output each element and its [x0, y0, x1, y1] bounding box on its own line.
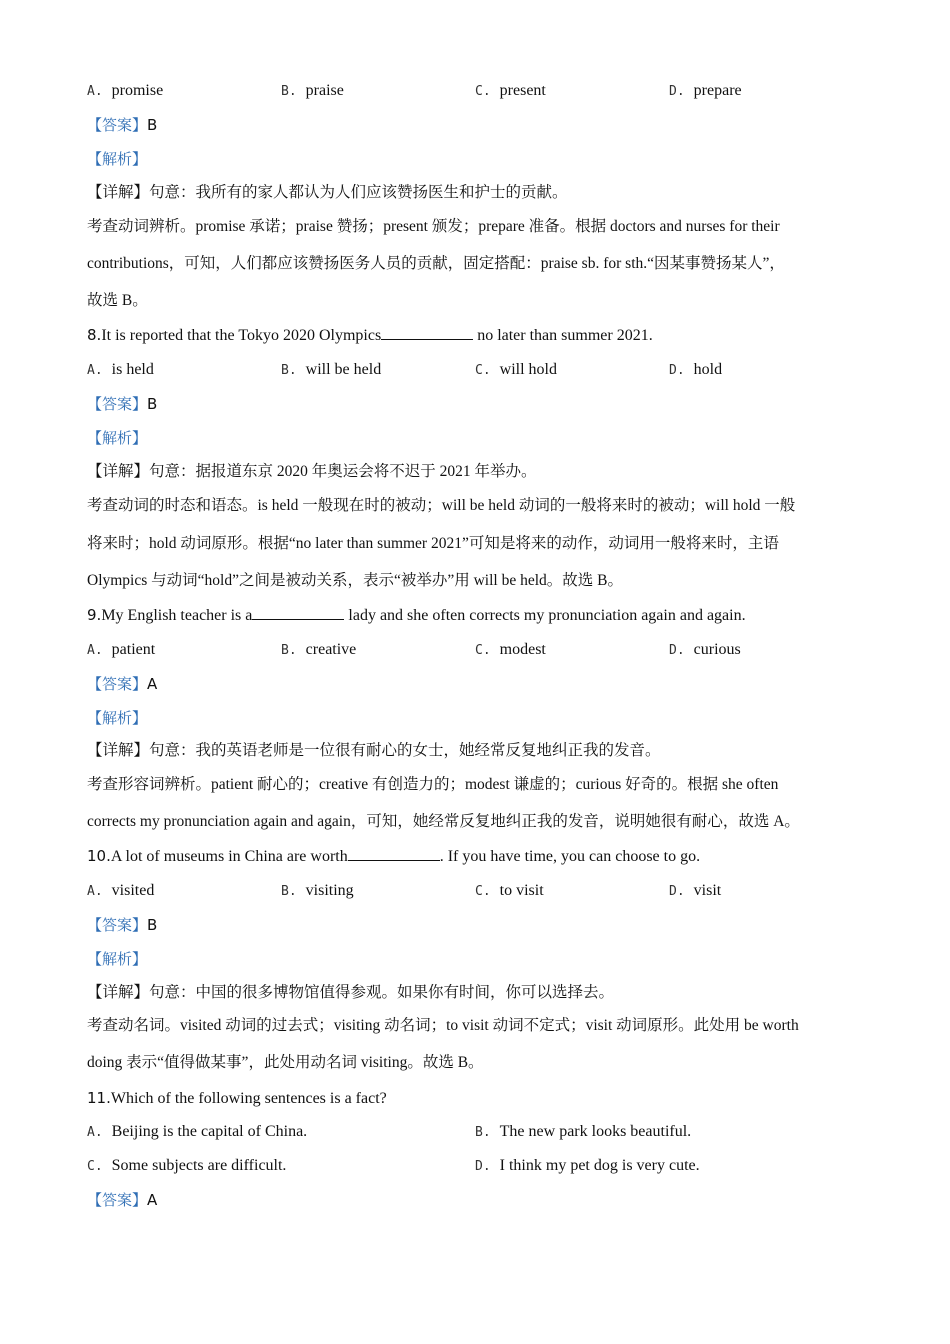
answer-tag: 【答案】	[87, 675, 148, 693]
option-text: creative	[305, 641, 357, 658]
analysis-tag: 【解析】	[87, 950, 148, 968]
answer-line	[87, 674, 157, 695]
option-d	[669, 360, 722, 381]
question-stem	[87, 605, 746, 626]
option-d	[475, 1156, 700, 1177]
detail-text: 句意：我所有的家人都认为人们应该赞扬医生和护士的贡献。	[149, 184, 568, 201]
option-key: C.	[87, 1159, 103, 1174]
stem-text: It is reported that the Tokyo 2020 Olympics	[101, 327, 382, 344]
option-b	[475, 1122, 691, 1143]
analysis-heading	[87, 149, 147, 170]
answer-line	[87, 915, 157, 936]
option-text: to visit	[499, 882, 544, 899]
analysis-line: corrects my pronunciation again and again，可知，她经常反复地纠正我的发音，说明她很有耐心，故选 A。	[87, 813, 800, 830]
question-number: 9.	[87, 606, 102, 624]
option-key: C.	[475, 363, 491, 378]
option-c	[475, 881, 544, 902]
answer-value: B	[147, 916, 158, 934]
stem-text: My English teacher is a	[101, 607, 253, 624]
option-text: visit	[693, 882, 722, 899]
question-number: 11.	[87, 1089, 111, 1107]
analysis-heading	[87, 949, 147, 970]
option-key: A.	[87, 1125, 103, 1140]
detail-line	[87, 462, 537, 482]
analysis-line: doing 表示“值得做某事”，此处用动名词 visiting。故选 B。	[87, 1054, 484, 1071]
option-key: B.	[475, 1125, 491, 1140]
analysis-heading	[87, 708, 147, 729]
analysis-line: 考查动词的时态和语态。is held 一般现在时的被动；will be held 动词的一般将来时的被动；will hold 一般	[87, 497, 796, 514]
answer-line	[87, 1190, 157, 1211]
option-b	[281, 881, 354, 902]
option-key: C.	[475, 884, 491, 899]
option-key: D.	[669, 84, 685, 99]
question-stem	[87, 325, 653, 346]
option-d	[669, 81, 742, 102]
answer-value: A	[147, 1191, 158, 1209]
option-key: B.	[281, 884, 297, 899]
option-text: The new park looks beautiful.	[499, 1123, 692, 1140]
option-d	[669, 881, 721, 902]
question-number: 8.	[87, 326, 102, 344]
answer-blank	[381, 325, 473, 340]
option-text: I think my pet dog is very cute.	[499, 1157, 700, 1174]
analysis-line: 考查动词辨析。promise 承诺；praise 赞扬；present 颁发；prepare 准备。根据 doctors and nurses for their	[87, 218, 780, 235]
answer-tag: 【答案】	[87, 116, 148, 134]
analysis-line: 将来时；hold 动词原形。根据“no later than summer 2021”可知是将来的动作，动词用一般将来时，主语	[87, 535, 779, 552]
option-key: B.	[281, 84, 297, 99]
option-d	[669, 640, 741, 661]
option-key: C.	[475, 643, 491, 658]
stem-text: . If you have time, you can choose to go.	[439, 848, 701, 865]
analysis-line: 考查动名词。visited 动词的过去式；visiting 动名词；to visit 动词不定式；visit 动词原形。此处用 be worth	[87, 1017, 799, 1034]
analysis-line: contributions，可知，人们都应该赞扬医务人员的贡献，固定搭配：praise sb. for sth.“因某事赞扬某人”，	[87, 255, 785, 272]
answer-blank	[252, 605, 344, 620]
detail-line	[87, 183, 568, 203]
option-text: Some subjects are difficult.	[111, 1157, 287, 1174]
detail-text: 句意：据报道东京 2020 年奥运会将不迟于 2021 年举办。	[149, 463, 537, 480]
option-a	[87, 81, 163, 102]
option-key: D.	[669, 363, 685, 378]
answer-value: B	[147, 395, 158, 413]
option-text: modest	[499, 641, 546, 658]
answer-value: A	[147, 675, 158, 693]
analysis-line: Olympics 与动词“hold”之间是被动关系，表示“被举办”用 will be held。故选 B。	[87, 572, 623, 589]
option-key: D.	[669, 643, 685, 658]
option-key: B.	[281, 643, 297, 658]
answer-blank	[348, 846, 440, 861]
analysis-tag: 【解析】	[87, 429, 148, 447]
stem-text: A lot of museums in China are worth	[110, 848, 348, 865]
detail-text: 句意：我的英语老师是一位很有耐心的女士，她经常反复地纠正我的发音。	[149, 742, 661, 759]
option-text: curious	[693, 641, 741, 658]
answer-line	[87, 394, 157, 415]
option-key: D.	[475, 1159, 491, 1174]
option-text: present	[499, 82, 546, 99]
option-b	[281, 81, 344, 102]
stem-text: Which of the following sentences is a fact?	[110, 1090, 387, 1107]
detail-tag: 【详解】	[87, 184, 150, 201]
option-b	[281, 640, 356, 661]
detail-tag: 【详解】	[87, 984, 150, 1001]
option-key: D.	[669, 884, 685, 899]
option-b	[281, 360, 381, 381]
option-text: patient	[111, 641, 156, 658]
option-c	[475, 640, 546, 661]
option-key: A.	[87, 643, 103, 658]
option-key: C.	[475, 84, 491, 99]
option-key: B.	[281, 363, 297, 378]
option-c	[475, 81, 546, 102]
option-a	[87, 360, 154, 381]
option-text: visiting	[305, 882, 354, 899]
detail-line	[87, 983, 614, 1003]
answer-tag: 【答案】	[87, 395, 148, 413]
option-text: will hold	[499, 361, 557, 378]
option-a	[87, 881, 154, 902]
option-text: Beijing is the capital of China.	[111, 1123, 308, 1140]
stem-text: no later than summer 2021.	[473, 327, 653, 344]
option-text: is held	[111, 361, 154, 378]
option-key: A.	[87, 884, 103, 899]
option-text: hold	[693, 361, 723, 378]
analysis-line: 考查形容词辨析。patient 耐心的；creative 有创造力的；modest 谦虚的；curious 好奇的。根据 she often	[87, 776, 779, 793]
option-key: A.	[87, 84, 103, 99]
option-c	[475, 360, 557, 381]
answer-value: B	[147, 116, 158, 134]
detail-tag: 【详解】	[87, 742, 150, 759]
answer-tag: 【答案】	[87, 916, 148, 934]
question-stem	[87, 846, 700, 867]
question-number: 10.	[87, 847, 111, 865]
stem-text: lady and she often corrects my pronunciation again and again.	[344, 607, 746, 624]
detail-text: 句意：中国的很多博物馆值得参观。如果你有时间，你可以选择去。	[149, 984, 615, 1001]
analysis-heading	[87, 428, 147, 449]
option-c	[87, 1156, 286, 1177]
option-text: visited	[111, 882, 155, 899]
detail-tag: 【详解】	[87, 463, 150, 480]
analysis-tag: 【解析】	[87, 150, 148, 168]
option-a	[87, 1122, 307, 1143]
analysis-tag: 【解析】	[87, 709, 148, 727]
answer-tag: 【答案】	[87, 1191, 148, 1209]
option-text: praise	[305, 82, 344, 99]
answer-line	[87, 115, 157, 136]
option-key: A.	[87, 363, 103, 378]
question-stem	[87, 1088, 387, 1109]
option-text: prepare	[693, 82, 742, 99]
option-text: will be held	[305, 361, 382, 378]
option-text: promise	[111, 82, 164, 99]
analysis-line: 故选 B。	[87, 292, 148, 309]
option-a	[87, 640, 155, 661]
detail-line	[87, 741, 661, 761]
